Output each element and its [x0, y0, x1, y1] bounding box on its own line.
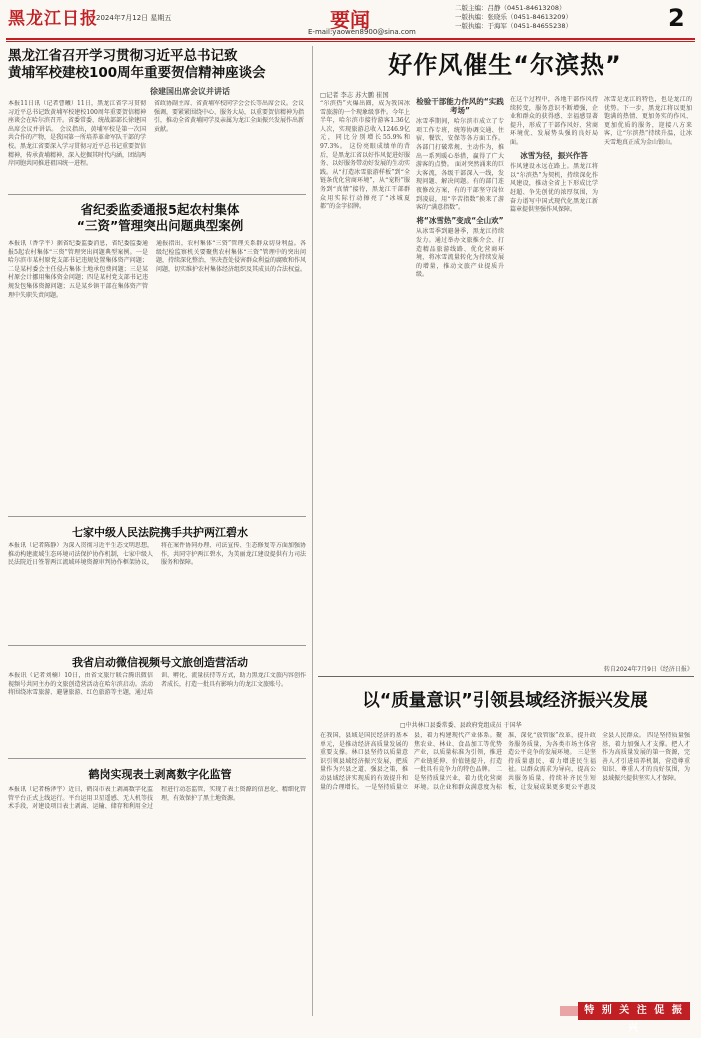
- article-7-byline: □中共林口县委常委、县政府党组成员 于国华: [400, 722, 522, 729]
- section-title: 要闻: [330, 8, 370, 32]
- editor-line: 一版执编：张晓乐（0451-84613209）: [455, 13, 572, 21]
- editor-credits: [455, 4, 572, 31]
- newspaper-logo: 黑龙江日报: [8, 9, 98, 29]
- article-2-headline[interactable]: [35, 202, 285, 234]
- paragraph: 本报11日讯（记者曹曦）11日，黑龙江省学习贯彻习近平总书记致黄埔军校建校100周年重要贺信精神座谈会在哈尔滨召开。省委常委、统战部部长徐建国出席会议并讲话。: [8, 100, 146, 133]
- article-7-headline[interactable]: 以“质量意识”引领县域经济振兴发展: [362, 691, 648, 711]
- article-6-subhead-3: 冰雪为径，振兴作答: [520, 150, 588, 160]
- article-3-body: 本报讯（记者陈静）为深入贯彻习近平生态文明思想，推动构建流域生态环境司法保护协作机制，七家中级人民法院近日签署两江流域环境资源审判协作框架协议，将在案件协同办理、司法宣传、生态修复等方面加强协作，共同守护两江碧水，为美丽龙江建设提供有力司法服务和保障。: [8, 542, 306, 567]
- section-email[interactable]: E-mail:yaowen8900@sina.com: [308, 28, 416, 36]
- paragraph: 二是坚持质量兴业，着力优化营商环境。以企业和群众满意度为标准，深化“放管服”改革，提升政务服务质量，为各类市场主体营造公平竞争的发展环境。: [414, 732, 596, 791]
- paragraph: 作风建设永远在路上。黑龙江将以“尔滨热”为契机，持续深化作风建设，推动全省上下形成比学赶超、争先创优的浓厚氛围，为奋力谱写中国式现代化黑龙江新篇章提供坚强作风保障。: [510, 163, 598, 214]
- article-7-body: [320, 732, 690, 1000]
- column-divider: [312, 46, 313, 1016]
- article-1-subtitle: 徐建国出席会议并讲话: [150, 87, 230, 96]
- divider: [8, 645, 306, 646]
- paragraph: 面对突然涌来的巨大客流，各级干部深入一线，发现问题、解决问题。有的部门连夜修改方案，有的干部坚守岗位到凌晨，用“辛苦指数”换来了游客的“满意指数”。: [416, 161, 504, 212]
- article-6-subhead-1: 检验干部能力作风的“实践考场”: [416, 97, 504, 115]
- article-1-body-col2: [154, 100, 304, 186]
- article-3-headline[interactable]: 七家中级人民法院携手共护两江碧水: [72, 526, 248, 539]
- paragraph: “尔滨热”火爆出圈，成为我国冰雪旅游的一个现象级事件。今年上半年，哈尔滨市接待游客1.36亿人次，实现旅游总收入1246.9亿元，同比分别增长55.9%和97.3%。: [320, 100, 410, 150]
- page-number: 2: [668, 4, 685, 32]
- article-6-headline[interactable]: 好作风催生“尔滨热”: [388, 51, 622, 79]
- paragraph: 冰雪是龙江的特色，也是龙江的优势。下一步，黑龙江将以更加饱满的热情、更加务实的作风、更加优质的服务，迎接八方来客，让“尔滨热”持续升温，让冰天雪地真正成为金山银山。: [604, 96, 692, 146]
- paragraph: 省政协副主席、省黄埔军校同学会会长等出席会议。会议强调，要紧紧围绕中心、服务大局，以重要贺信精神为指引，推动全省黄埔同学及亲属为龙江全面振兴发展作出新贡献。: [154, 100, 304, 133]
- paragraph: 在我国，县域是国民经济的基本单元，是推动经济高质量发展的重要支撑。林口县坚持以质量意识引领县域经济振兴发展，把质量作为兴县之道、强县之策，推动县域经济实现质的有效提升和量的合理增长。: [320, 732, 408, 791]
- paragraph: 一是坚持质量立县，着力构建现代产业体系。聚焦农业、林业、食品加工等优势产业，以质量标准为引领，推进产业链延伸、价值链提升，打造一批具有竞争力的特色品牌。: [365, 732, 502, 791]
- paragraph: 本报讯（香学平）据省纪委监委消息，省纪委监委通报5起农村集体“三资”管理突出问题典型案例。一是哈尔滨市某村原党支部书记违规处置集体资产问题；二是某村委会主任侵占集体土地承包费问题；三是某村原会计挪用集体资金问题；四是某村党支部书记违规发包集体资源问题；五是某乡镇干部在集体资产管理中失职失责问题。: [8, 240, 148, 299]
- paragraph: 冰雪季期间，哈尔滨市成立了专项工作专班，统筹协调交通、住宿、餐饮、安保等各方面工作。各部门打破常规、主动作为，推出一系列暖心举措，赢得了广大游客的点赞。: [416, 118, 504, 169]
- article-6-byline: □记者 李志 苏大鹏 崔国: [320, 92, 389, 99]
- paragraph: 这份亮眼成绩单的背后，是黑龙江省以好作风促进好服务、以好服务带动好发展的生动实践。从“打造冰雪旅游样板”到“全链条优化营商环境”，从“宠粉”服务到“真情”接待，黑龙江干部群众用实际行动擦亮了“冰城夏都”的金字招牌。: [320, 142, 410, 211]
- paragraph: 从冰雪季到避暑季，黑龙江持续发力。通过举办文旅推介会、打造精品旅游线路、优化营商环境，将冰雪流量转化为持续发展的增量，推动文旅产业提质升级。: [416, 228, 504, 279]
- article-4-headline[interactable]: 我省启动微信视频号文旅创造营活动: [72, 656, 248, 669]
- article-2-body-col2: [156, 240, 306, 500]
- article-6-col1: [320, 100, 410, 660]
- masthead-rule: [6, 38, 695, 40]
- article-5-body: 本报讯（记者杨泽宇）近日，鹤岗市表土剥离数字化监管平台正式上线运行。平台运用卫星遥感、无人机等技术手段，对建设项目表土剥离、运输、储存和利用全过程进行动态监管，实现了表土资源的信息化、精细化管理，有效保护了黑土地资源。: [8, 786, 306, 811]
- article-6-col2: [416, 96, 504, 660]
- article-6-col4: [604, 96, 692, 660]
- article-5-headline[interactable]: 鹤岗实现表土剥离数字化监管: [88, 768, 232, 781]
- divider: [8, 758, 306, 759]
- headline-line: 省纪委监委通报5起农村集体: [80, 202, 240, 217]
- paragraph: 在这个过程中，各地干部作风持续转变，服务意识不断增强，企业和群众的获得感、幸福感显著提升，形成了干部作风好、营商环境优、发展势头强的良好局面。: [510, 96, 598, 146]
- article-6-col3: [510, 96, 598, 660]
- headline-line: 黄埔军校建校100周年重要贺信精神座谈会: [8, 65, 266, 81]
- paragraph: 会议指出，黄埔军校是第一次国共合作的产物，是我国第一所培养革命军队干部的学校。黑龙江省要深入学习贯彻习近平总书记重要贺信精神，传承黄埔精神，深入挖掘其时代内涵，团结两岸同胞共同推进祖国统一进程。: [8, 125, 146, 168]
- article-2-body-col1: [8, 240, 148, 500]
- article-1-headline[interactable]: [8, 48, 306, 82]
- special-focus-banner[interactable]: 特 别 关 注 促 振 兴: [578, 1002, 690, 1020]
- headline-line: 黑龙江省召开学习贯彻习近平总书记致: [8, 48, 238, 64]
- paragraph: 三是坚持质量惠民，着力增进民生福祉。以群众需求为导向，提高公共服务质量，持续补齐民生短板，让发展成果更多更公平惠及全县人民群众。: [508, 732, 646, 791]
- editor-line: 一版执编：于海军（0451-84655238）: [455, 22, 572, 30]
- paragraph: 通报指出，农村集体“三资”管理关系群众切身利益。各级纪检监察机关要聚焦农村集体“三资”管理中的突出问题，持续深化整治，坚决查处侵害群众利益的腐败和作风问题，切实维护农村集体经济组织及其成员的合法权益。: [156, 240, 306, 273]
- article-4-body: 本报讯（记者刘楠）10日，由省文旅厅联合腾讯微信视频号共同主办的文旅创造营活动在哈尔滨启动。活动将围绕冰雪旅游、避暑旅游、红色旅游等主题，通过培训、孵化、流量扶持等方式，助力黑龙江文旅内容创作者成长，打造一批具有影响力的龙江文旅账号。: [8, 672, 306, 697]
- banner-stripe: [560, 1006, 578, 1016]
- article-6-credit: 转自2024年7月9日《经济日报》: [604, 666, 693, 673]
- editor-line: 二版主编：吕静（0451-84613208）: [455, 4, 566, 12]
- paragraph: 四是坚持质量强基，着力加强人才支撑。把人才作为高质量发展的第一资源，完善人才引进培养机制，营造尊重知识、尊重人才的良好氛围，为县域振兴提供坚实人才保障。: [602, 732, 690, 782]
- divider: [8, 194, 306, 195]
- article-6-subhead-2: 将“冰雪热”变成“全山欢”: [416, 215, 504, 225]
- headline-line: “三资”管理突出问题典型案例: [76, 218, 244, 233]
- issue-date: 2024年7月12日 星期五: [96, 14, 172, 22]
- article-1-body-col1: [8, 100, 146, 186]
- divider: [318, 676, 694, 677]
- divider: [8, 516, 306, 517]
- masthead-rule-thin: [6, 41, 695, 42]
